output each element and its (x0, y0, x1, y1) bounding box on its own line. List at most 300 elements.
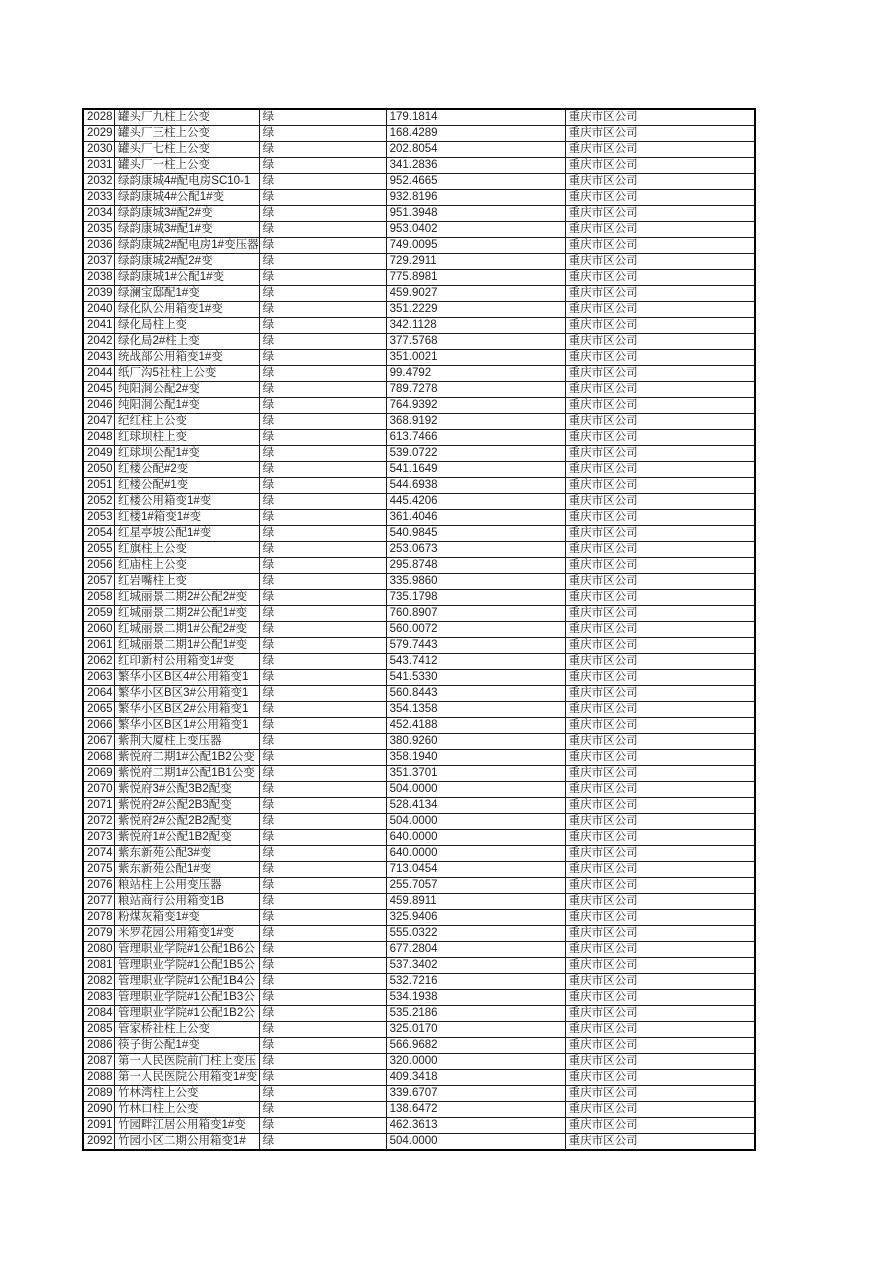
cell-company: 重庆市区公司 (565, 574, 755, 590)
cell-name: 红庙柱上公变 (115, 558, 260, 574)
cell-status: 绿 (259, 1038, 386, 1054)
cell-name: 紫荆大厦柱上变压器 (115, 734, 260, 750)
cell-company: 重庆市区公司 (565, 1006, 755, 1022)
cell-value: 255.7057 (386, 878, 565, 894)
cell-status: 绿 (259, 206, 386, 222)
cell-name: 红印新村公用箱变1#变 (115, 654, 260, 670)
cell-name: 纯阳洞公配2#变 (115, 382, 260, 398)
cell-value: 361.4046 (386, 510, 565, 526)
cell-status: 绿 (259, 254, 386, 270)
cell-id: 2064 (83, 686, 115, 702)
cell-value: 351.3701 (386, 766, 565, 782)
cell-id: 2062 (83, 654, 115, 670)
table-row (83, 958, 755, 974)
cell-company: 重庆市区公司 (565, 846, 755, 862)
table-row (83, 270, 755, 286)
cell-value: 452.4188 (386, 718, 565, 734)
cell-id: 2087 (83, 1054, 115, 1070)
cell-company: 重庆市区公司 (565, 590, 755, 606)
cell-value: 534.1938 (386, 990, 565, 1006)
cell-id: 2036 (83, 238, 115, 254)
table-row (83, 1102, 755, 1118)
table-row (83, 494, 755, 510)
cell-name: 管家桥社柱上公变 (115, 1022, 260, 1038)
cell-company: 重庆市区公司 (565, 238, 755, 254)
cell-company: 重庆市区公司 (565, 622, 755, 638)
cell-name: 红楼公配#1变 (115, 478, 260, 494)
cell-id: 2079 (83, 926, 115, 942)
cell-value: 566.9682 (386, 1038, 565, 1054)
cell-status: 绿 (259, 174, 386, 190)
cell-company: 重庆市区公司 (565, 206, 755, 222)
cell-value: 459.9027 (386, 286, 565, 302)
cell-company: 重庆市区公司 (565, 558, 755, 574)
cell-status: 绿 (259, 942, 386, 958)
table-row (83, 574, 755, 590)
table-row (83, 526, 755, 542)
cell-status: 绿 (259, 366, 386, 382)
cell-company: 重庆市区公司 (565, 398, 755, 414)
cell-id: 2053 (83, 510, 115, 526)
cell-name: 紫悦府2#公配2B3配变 (115, 798, 260, 814)
cell-name: 绿韵康城4#配电房SC10-1 (115, 174, 260, 190)
cell-company: 重庆市区公司 (565, 670, 755, 686)
cell-value: 99.4792 (386, 366, 565, 382)
cell-status: 绿 (259, 926, 386, 942)
cell-status: 绿 (259, 414, 386, 430)
cell-status: 绿 (259, 654, 386, 670)
cell-company: 重庆市区公司 (565, 302, 755, 318)
cell-company: 重庆市区公司 (565, 958, 755, 974)
cell-company: 重庆市区公司 (565, 158, 755, 174)
cell-value: 504.0000 (386, 782, 565, 798)
cell-value: 764.9392 (386, 398, 565, 414)
table-row (83, 174, 755, 190)
table-row (83, 718, 755, 734)
cell-name: 米罗花园公用箱变1#变 (115, 926, 260, 942)
cell-value: 351.0021 (386, 350, 565, 366)
cell-id: 2042 (83, 334, 115, 350)
cell-company: 重庆市区公司 (565, 126, 755, 142)
cell-value: 325.9406 (386, 910, 565, 926)
cell-id: 2029 (83, 126, 115, 142)
cell-name: 繁华小区B区4#公用箱变1 (115, 670, 260, 686)
cell-company: 重庆市区公司 (565, 942, 755, 958)
cell-company: 重庆市区公司 (565, 254, 755, 270)
cell-status: 绿 (259, 782, 386, 798)
cell-status: 绿 (259, 398, 386, 414)
cell-name: 红楼1#箱变1#变 (115, 510, 260, 526)
cell-value: 504.0000 (386, 1134, 565, 1151)
cell-company: 重庆市区公司 (565, 446, 755, 462)
cell-name: 纸厂沟5社柱上公变 (115, 366, 260, 382)
cell-value: 358.1940 (386, 750, 565, 766)
table-row (83, 910, 755, 926)
cell-id: 2061 (83, 638, 115, 654)
cell-id: 2044 (83, 366, 115, 382)
cell-status: 绿 (259, 910, 386, 926)
cell-name: 绿韵康城2#配2#变 (115, 254, 260, 270)
cell-id: 2091 (83, 1118, 115, 1134)
table-row (83, 414, 755, 430)
cell-value: 351.2229 (386, 302, 565, 318)
cell-id: 2092 (83, 1134, 115, 1151)
cell-name: 绿韵康城1#公配1#变 (115, 270, 260, 286)
cell-name: 繁华小区B区1#公用箱变1 (115, 718, 260, 734)
cell-name: 红岩嘴柱上变 (115, 574, 260, 590)
cell-value: 532.7216 (386, 974, 565, 990)
cell-name: 竹林湾柱上公变 (115, 1086, 260, 1102)
cell-status: 绿 (259, 862, 386, 878)
table-row (83, 286, 755, 302)
cell-id: 2066 (83, 718, 115, 734)
cell-id: 2067 (83, 734, 115, 750)
cell-id: 2088 (83, 1070, 115, 1086)
cell-id: 2043 (83, 350, 115, 366)
cell-name: 紫悦府3#公配3B2配变 (115, 782, 260, 798)
cell-name: 绿化局柱上变 (115, 318, 260, 334)
cell-company: 重庆市区公司 (565, 510, 755, 526)
cell-status: 绿 (259, 558, 386, 574)
table-row (83, 622, 755, 638)
cell-id: 2055 (83, 542, 115, 558)
table-row (83, 606, 755, 622)
cell-value: 953.0402 (386, 222, 565, 238)
transformer-table-body (83, 109, 755, 1150)
cell-id: 2052 (83, 494, 115, 510)
cell-status: 绿 (259, 622, 386, 638)
cell-name: 紫悦府二期1#公配1B2公变 (115, 750, 260, 766)
cell-status: 绿 (259, 1102, 386, 1118)
table-row (83, 510, 755, 526)
cell-company: 重庆市区公司 (565, 718, 755, 734)
table-row (83, 366, 755, 382)
cell-status: 绿 (259, 478, 386, 494)
table-row (83, 109, 755, 126)
cell-value: 377.5768 (386, 334, 565, 350)
cell-value: 579.7443 (386, 638, 565, 654)
cell-company: 重庆市区公司 (565, 1086, 755, 1102)
cell-id: 2084 (83, 1006, 115, 1022)
cell-id: 2030 (83, 142, 115, 158)
cell-name: 统战部公用箱变1#变 (115, 350, 260, 366)
cell-id: 2038 (83, 270, 115, 286)
table-row (83, 222, 755, 238)
cell-status: 绿 (259, 334, 386, 350)
cell-company: 重庆市区公司 (565, 862, 755, 878)
table-row (83, 990, 755, 1006)
cell-company: 重庆市区公司 (565, 1038, 755, 1054)
transformer-table (82, 108, 756, 1151)
cell-id: 2046 (83, 398, 115, 414)
cell-status: 绿 (259, 494, 386, 510)
cell-value: 335.9860 (386, 574, 565, 590)
cell-company: 重庆市区公司 (565, 526, 755, 542)
cell-value: 544.6938 (386, 478, 565, 494)
table-row (83, 1006, 755, 1022)
table-row (83, 862, 755, 878)
cell-value: 932.8196 (386, 190, 565, 206)
table-row (83, 1118, 755, 1134)
table-row (83, 1038, 755, 1054)
cell-name: 管理职业学院#1公配1B2公 (115, 1006, 260, 1022)
table-row (83, 126, 755, 142)
cell-name: 紫悦府二期1#公配1B1公变 (115, 766, 260, 782)
cell-name: 罐头厂三柱上公变 (115, 126, 260, 142)
cell-value: 528.4134 (386, 798, 565, 814)
cell-status: 绿 (259, 1118, 386, 1134)
cell-value: 775.8981 (386, 270, 565, 286)
cell-status: 绿 (259, 846, 386, 862)
cell-id: 2072 (83, 814, 115, 830)
cell-company: 重庆市区公司 (565, 1054, 755, 1070)
cell-status: 绿 (259, 1054, 386, 1070)
cell-company: 重庆市区公司 (565, 878, 755, 894)
table-row (83, 894, 755, 910)
cell-name: 红楼公用箱变1#变 (115, 494, 260, 510)
cell-id: 2071 (83, 798, 115, 814)
cell-name: 管理职业学院#1公配1B6公 (115, 942, 260, 958)
cell-value: 295.8748 (386, 558, 565, 574)
cell-value: 202.8054 (386, 142, 565, 158)
cell-status: 绿 (259, 446, 386, 462)
table-row (83, 238, 755, 254)
table-row (83, 430, 755, 446)
table-row (83, 782, 755, 798)
cell-value: 342.1128 (386, 318, 565, 334)
cell-value: 539.0722 (386, 446, 565, 462)
table-row (83, 190, 755, 206)
cell-status: 绿 (259, 590, 386, 606)
cell-id: 2045 (83, 382, 115, 398)
cell-value: 560.8443 (386, 686, 565, 702)
cell-status: 绿 (259, 606, 386, 622)
table-row (83, 478, 755, 494)
cell-status: 绿 (259, 510, 386, 526)
cell-name: 第一人民医院公用箱变1#变 (115, 1070, 260, 1086)
cell-name: 第一人民医院前门柱上变压 (115, 1054, 260, 1070)
cell-id: 2073 (83, 830, 115, 846)
cell-status: 绿 (259, 894, 386, 910)
cell-name: 绿韵康城2#配电房1#变压器 (115, 238, 260, 254)
cell-company: 重庆市区公司 (565, 606, 755, 622)
cell-name: 红星亭坡公配1#变 (115, 526, 260, 542)
cell-value: 320.0000 (386, 1054, 565, 1070)
cell-id: 2047 (83, 414, 115, 430)
table-row (83, 318, 755, 334)
cell-id: 2089 (83, 1086, 115, 1102)
cell-id: 2070 (83, 782, 115, 798)
cell-status: 绿 (259, 238, 386, 254)
table-row (83, 158, 755, 174)
cell-value: 339.6707 (386, 1086, 565, 1102)
table-row (83, 542, 755, 558)
cell-name: 绿韵康城4#公配1#变 (115, 190, 260, 206)
cell-value: 543.7412 (386, 654, 565, 670)
cell-company: 重庆市区公司 (565, 926, 755, 942)
cell-name: 罐头厂九柱上公变 (115, 109, 260, 126)
cell-company: 重庆市区公司 (565, 109, 755, 126)
cell-company: 重庆市区公司 (565, 542, 755, 558)
cell-company: 重庆市区公司 (565, 990, 755, 1006)
cell-name: 红球坝柱上变 (115, 430, 260, 446)
cell-company: 重庆市区公司 (565, 190, 755, 206)
cell-value: 560.0072 (386, 622, 565, 638)
cell-name: 竹园小区二期公用箱变1# (115, 1134, 260, 1151)
cell-name: 竹林口柱上公变 (115, 1102, 260, 1118)
table-row (83, 398, 755, 414)
cell-id: 2068 (83, 750, 115, 766)
cell-id: 2032 (83, 174, 115, 190)
cell-company: 重庆市区公司 (565, 414, 755, 430)
cell-company: 重庆市区公司 (565, 750, 755, 766)
cell-company: 重庆市区公司 (565, 734, 755, 750)
cell-company: 重庆市区公司 (565, 974, 755, 990)
cell-id: 2060 (83, 622, 115, 638)
cell-value: 640.0000 (386, 830, 565, 846)
cell-company: 重庆市区公司 (565, 702, 755, 718)
table-row (83, 1134, 755, 1151)
table-row (83, 942, 755, 958)
cell-status: 绿 (259, 814, 386, 830)
table-row (83, 350, 755, 366)
cell-company: 重庆市区公司 (565, 782, 755, 798)
cell-value: 409.3418 (386, 1070, 565, 1086)
cell-company: 重庆市区公司 (565, 1070, 755, 1086)
cell-id: 2057 (83, 574, 115, 590)
cell-name: 管理职业学院#1公配1B5公 (115, 958, 260, 974)
table-row (83, 638, 755, 654)
cell-value: 640.0000 (386, 846, 565, 862)
cell-company: 重庆市区公司 (565, 494, 755, 510)
cell-status: 绿 (259, 462, 386, 478)
cell-company: 重庆市区公司 (565, 286, 755, 302)
cell-status: 绿 (259, 830, 386, 846)
cell-id: 2082 (83, 974, 115, 990)
table-row (83, 334, 755, 350)
cell-name: 筷子街公配1#变 (115, 1038, 260, 1054)
cell-name: 红城丽景二期2#公配2#变 (115, 590, 260, 606)
table-row (83, 382, 755, 398)
cell-company: 重庆市区公司 (565, 686, 755, 702)
cell-status: 绿 (259, 702, 386, 718)
cell-status: 绿 (259, 430, 386, 446)
cell-name: 罐头厂七柱上公变 (115, 142, 260, 158)
cell-id: 2056 (83, 558, 115, 574)
cell-id: 2031 (83, 158, 115, 174)
cell-status: 绿 (259, 686, 386, 702)
cell-value: 354.1358 (386, 702, 565, 718)
cell-value: 613.7466 (386, 430, 565, 446)
cell-name: 粮站商行公用箱变1B (115, 894, 260, 910)
cell-company: 重庆市区公司 (565, 814, 755, 830)
cell-company: 重庆市区公司 (565, 366, 755, 382)
cell-status: 绿 (259, 734, 386, 750)
cell-id: 2069 (83, 766, 115, 782)
cell-company: 重庆市区公司 (565, 894, 755, 910)
cell-id: 2040 (83, 302, 115, 318)
cell-status: 绿 (259, 142, 386, 158)
cell-status: 绿 (259, 750, 386, 766)
table-row (83, 702, 755, 718)
cell-name: 绿韵康城3#配2#变 (115, 206, 260, 222)
cell-company: 重庆市区公司 (565, 222, 755, 238)
table-row (83, 814, 755, 830)
table-row (83, 846, 755, 862)
cell-value: 713.0454 (386, 862, 565, 878)
table-row (83, 974, 755, 990)
cell-id: 2028 (83, 109, 115, 126)
cell-name: 绿韵康城3#配1#变 (115, 222, 260, 238)
table-row (83, 830, 755, 846)
cell-company: 重庆市区公司 (565, 382, 755, 398)
cell-company: 重庆市区公司 (565, 430, 755, 446)
table-row (83, 734, 755, 750)
cell-name: 红城丽景二期1#公配1#变 (115, 638, 260, 654)
table-row (83, 1070, 755, 1086)
cell-name: 罐头厂一柱上公变 (115, 158, 260, 174)
cell-company: 重庆市区公司 (565, 350, 755, 366)
cell-name: 繁华小区B区3#公用箱变1 (115, 686, 260, 702)
cell-value: 368.9192 (386, 414, 565, 430)
cell-name: 粉煤灰箱变1#变 (115, 910, 260, 926)
cell-status: 绿 (259, 1006, 386, 1022)
cell-status: 绿 (259, 286, 386, 302)
cell-status: 绿 (259, 190, 386, 206)
cell-value: 445.4206 (386, 494, 565, 510)
cell-name: 纪红柱上公变 (115, 414, 260, 430)
cell-id: 2077 (83, 894, 115, 910)
cell-name: 红旗柱上公变 (115, 542, 260, 558)
cell-company: 重庆市区公司 (565, 462, 755, 478)
cell-company: 重庆市区公司 (565, 142, 755, 158)
cell-name: 紫悦府2#公配2B2配变 (115, 814, 260, 830)
table-row (83, 1086, 755, 1102)
cell-id: 2086 (83, 1038, 115, 1054)
cell-id: 2041 (83, 318, 115, 334)
table-row (83, 750, 755, 766)
cell-status: 绿 (259, 798, 386, 814)
cell-status: 绿 (259, 718, 386, 734)
cell-company: 重庆市区公司 (565, 174, 755, 190)
cell-id: 2051 (83, 478, 115, 494)
cell-id: 2090 (83, 1102, 115, 1118)
cell-value: 168.4289 (386, 126, 565, 142)
cell-status: 绿 (259, 222, 386, 238)
cell-id: 2075 (83, 862, 115, 878)
table-row (83, 766, 755, 782)
table-row (83, 670, 755, 686)
cell-status: 绿 (259, 126, 386, 142)
cell-status: 绿 (259, 1134, 386, 1151)
cell-value: 138.6472 (386, 1102, 565, 1118)
cell-id: 2033 (83, 190, 115, 206)
table-row (83, 206, 755, 222)
cell-status: 绿 (259, 542, 386, 558)
cell-status: 绿 (259, 302, 386, 318)
cell-value: 729.2911 (386, 254, 565, 270)
cell-status: 绿 (259, 670, 386, 686)
cell-id: 2085 (83, 1022, 115, 1038)
cell-status: 绿 (259, 990, 386, 1006)
cell-company: 重庆市区公司 (565, 1134, 755, 1151)
cell-name: 绿化队公用箱变1#变 (115, 302, 260, 318)
cell-name: 管理职业学院#1公配1B3公 (115, 990, 260, 1006)
cell-value: 325.0170 (386, 1022, 565, 1038)
cell-name: 红球坝公配1#变 (115, 446, 260, 462)
cell-status: 绿 (259, 574, 386, 590)
table-row (83, 878, 755, 894)
